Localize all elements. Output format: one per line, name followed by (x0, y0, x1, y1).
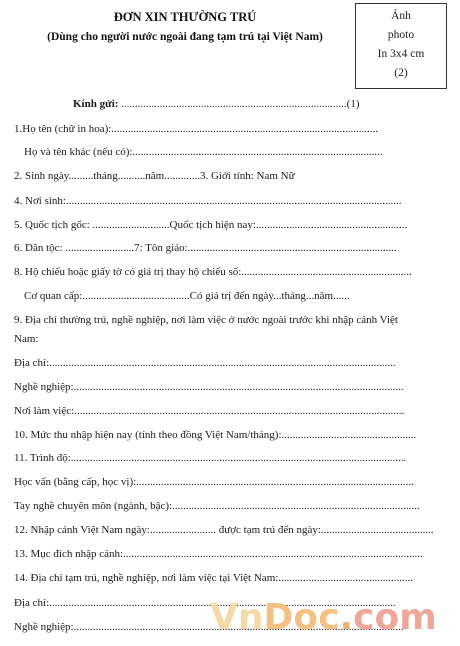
field-overseas-address: Địa chỉ:.............................................................................................................................. (14, 357, 396, 369)
field-vietnam-address-heading: 14. Địa chỉ tạm trú, nghề nghiệp, nơi làm việc tại Việt Nam:................................................. (14, 572, 414, 584)
field-overseas-address-heading: 9. Địa chỉ thường trú, nghề nghiệp, nơi làm việc ở nước ngoài trước khi nhập cảnh Việt (14, 314, 398, 326)
watermark-part-com: com (353, 597, 437, 638)
field-other-names: Họ và tên khác (nếu có):........................................................................................... (24, 146, 383, 158)
photo-placeholder-box (355, 3, 447, 89)
photo-box-line-4: (2) (394, 67, 408, 79)
field-overseas-workplace: Nơi làm việc:........................................................................................................................ (14, 405, 405, 417)
photo-box-line-1: Ảnh (391, 10, 411, 22)
field-place-of-birth: 4. Nơi sinh:.......................................................................................................................... (14, 195, 402, 207)
field-entry-date: 12. Nhập cảnh Việt Nam ngày:........................ được tạm trú đến ngày:......................................... (14, 524, 434, 536)
field-professional-skill: Tay nghề chuyên môn (ngành, bậc):.......................................................................................... (14, 500, 420, 512)
field-vietnam-address: Địa chỉ:.............................................................................................................................. (14, 597, 396, 609)
field-passport-number: 8. Hộ chiếu hoặc giấy tờ có giá trị thay hộ chiếu số:.............................................................. (14, 266, 412, 278)
field-overseas-occupation: Nghề nghiệp:........................................................................................................................ (14, 381, 404, 393)
field-entry-purpose: 13. Mục đích nhập cảnh:............................................................................................................. (14, 548, 423, 560)
field-overseas-address-heading-cont: Nam: (14, 333, 39, 345)
field-issuing-authority: Cơ quan cấp:.......................................Có giá trị đến ngày...tháng...năm...... (24, 290, 350, 302)
field-education: Học vấn (bằng cấp, học vị):..................................................................................................... (14, 476, 414, 488)
field-current-income: 10. Mức thu nhập hiện nay (tính theo đồng Việt Nam/tháng):................................................. (14, 429, 417, 441)
field-vietnam-occupation: Nghề nghiệp:........................................................................................................................ (14, 621, 404, 633)
field-nationality: 5. Quốc tịch gốc: ............................Quốc tịch hiện nay:....................................................... (14, 219, 408, 231)
kinh-gui-line (73, 98, 360, 110)
watermark-part-dot: . (339, 597, 354, 638)
field-full-name: 1.Họ tên (chữ in hoa):................................................................................................. (14, 123, 379, 135)
kinh-gui-note: (1) (346, 98, 360, 110)
photo-box-line-3: In 3x4 cm (377, 48, 425, 60)
watermark-part-vn: Vn (210, 597, 264, 638)
field-qualification: 11. Trình độ:.......................................................................................................................... (14, 452, 407, 464)
kinh-gui-dots: .................................................................................. (118, 98, 347, 110)
photo-box-line-2: photo (387, 29, 415, 41)
kinh-gui-label: Kính gửi: (73, 98, 119, 110)
field-ethnicity-religion: 6. Dân tộc: .........................7: Tôn giáo:............................................................................ (14, 242, 397, 254)
form-subtitle: (Dùng cho người nước ngoài đang tạm trú tại Việt Nam) (47, 31, 323, 43)
form-title: ĐƠN XIN THƯỜNG TRÚ (113, 10, 257, 24)
field-birth-date-gender: 2. Sinh ngày.........tháng..........năm.............3. Giới tính: Nam Nữ (14, 170, 295, 182)
watermark-part-doc: Doc (263, 597, 340, 638)
vndoc-watermark (210, 597, 452, 639)
